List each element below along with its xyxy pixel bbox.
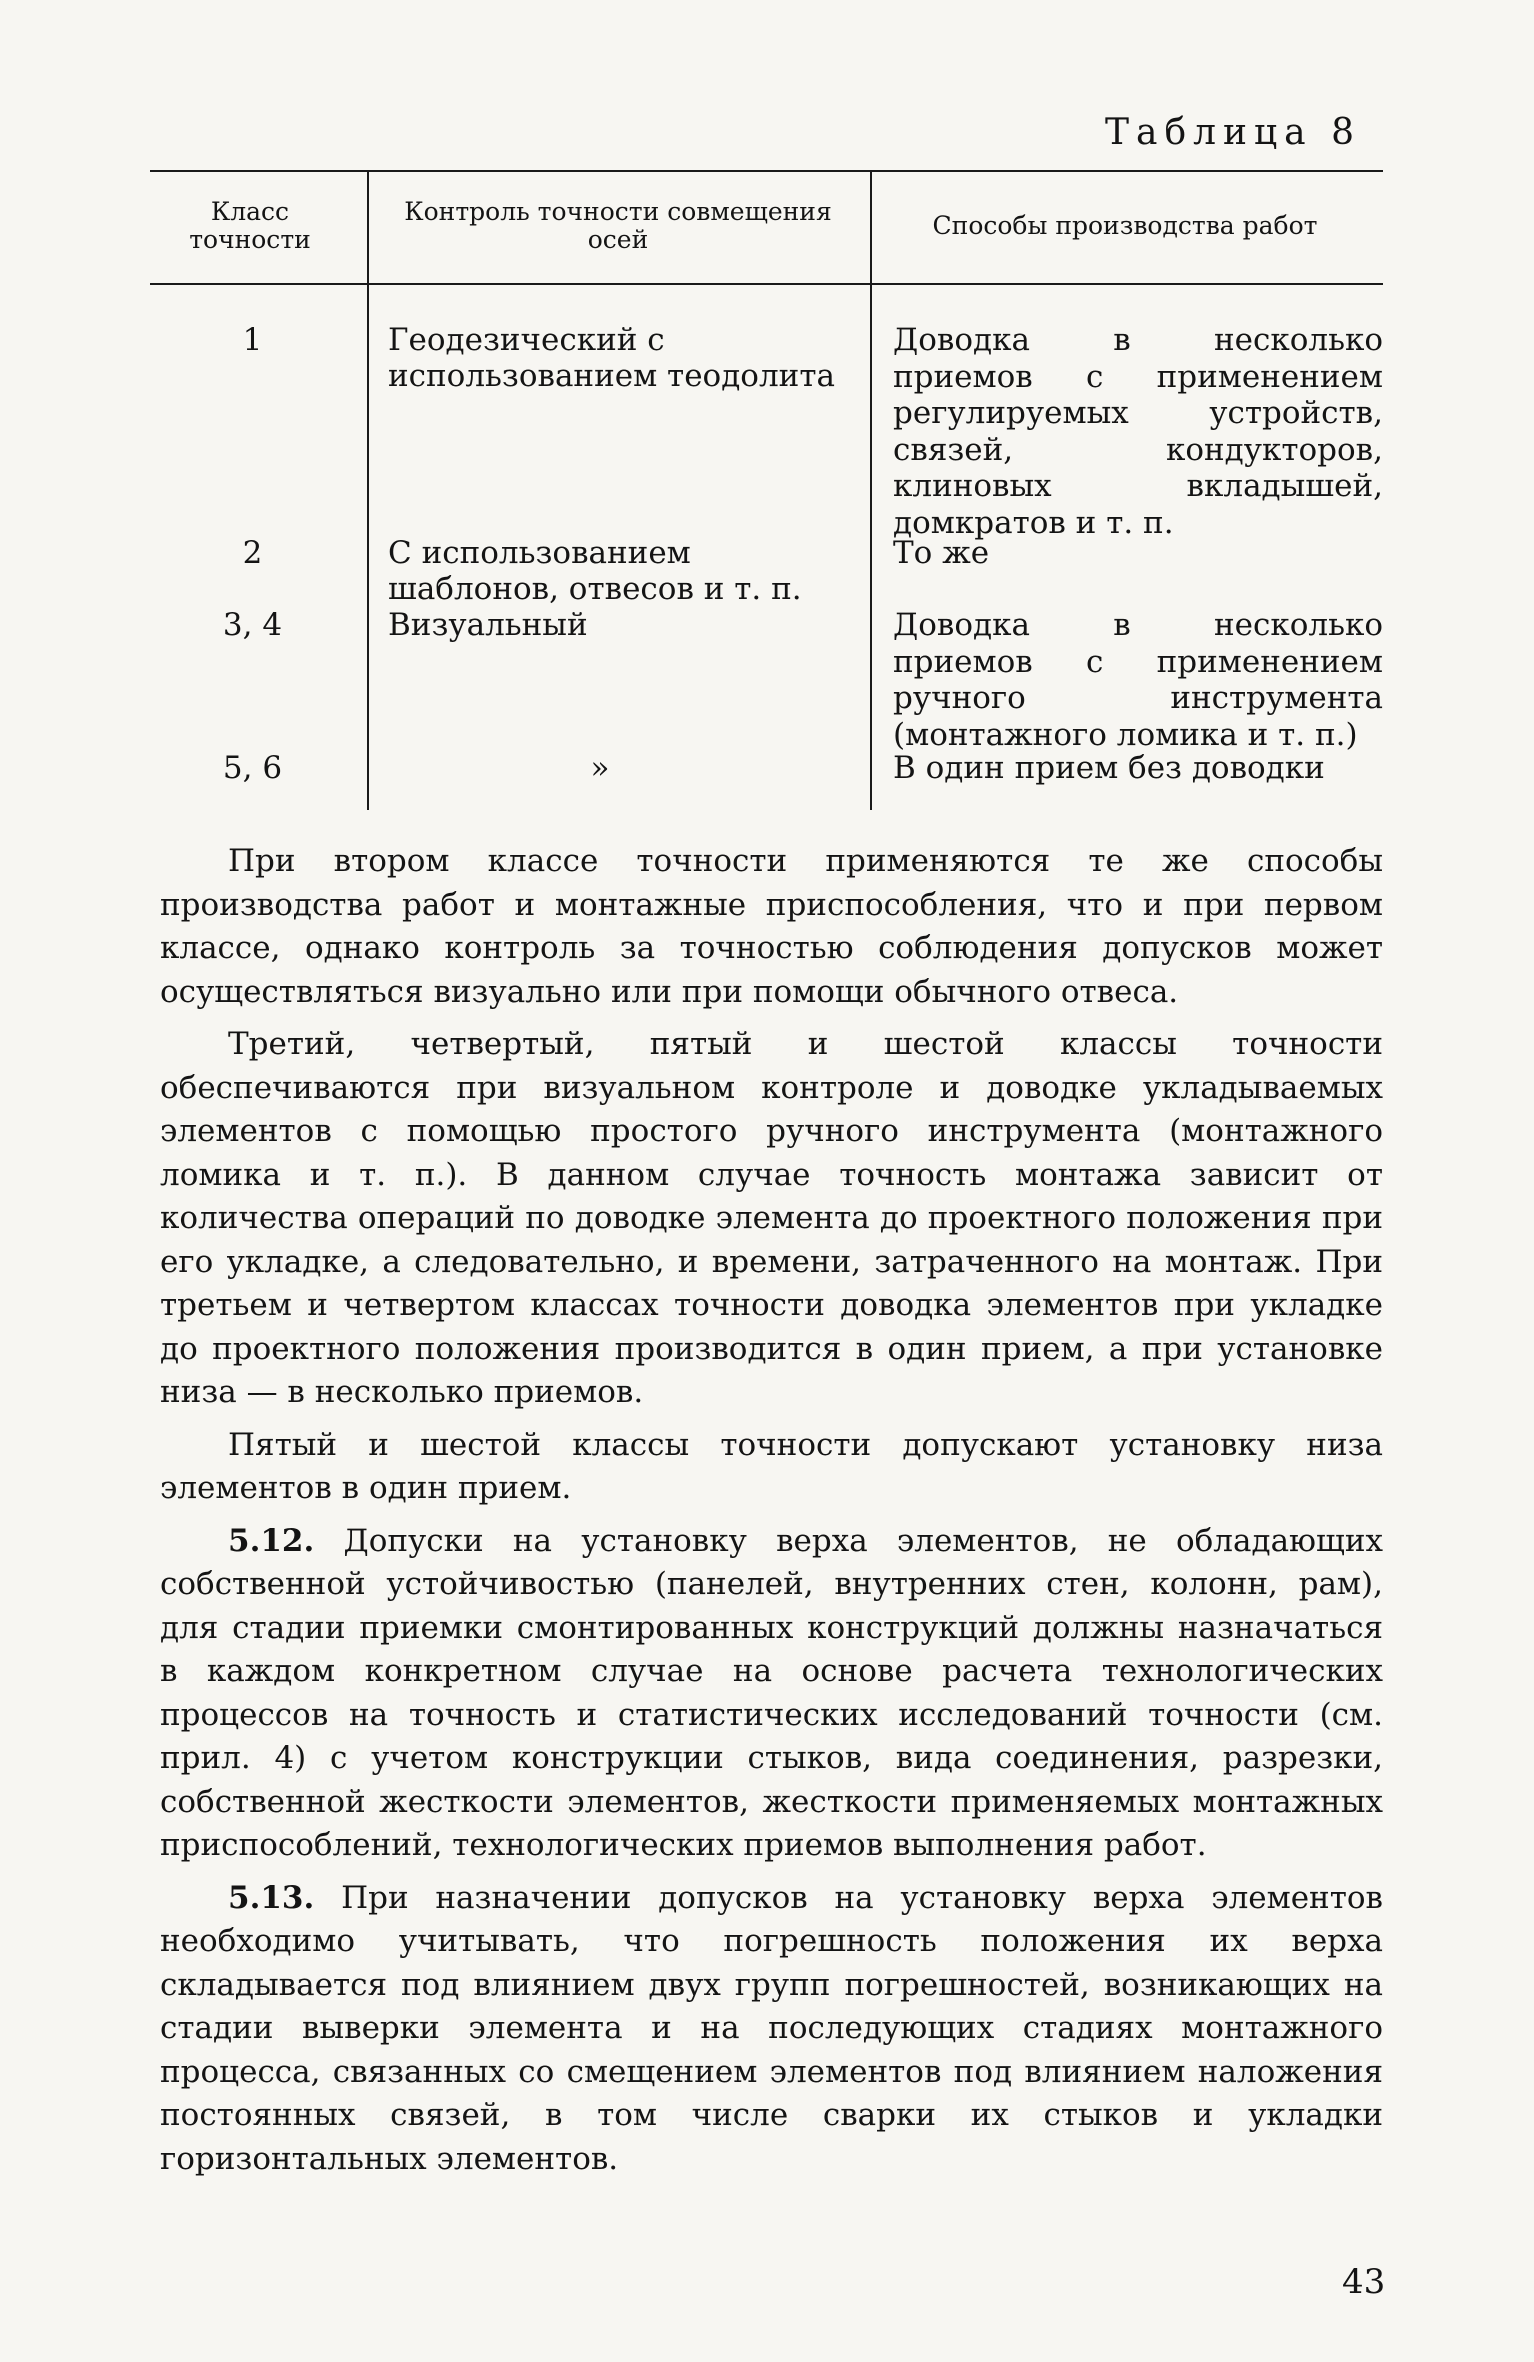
header-control: Контроль точности совмещения осей xyxy=(404,197,832,254)
cell-control: С использованием шаблонов, отвесов и т. п. xyxy=(388,535,802,607)
paragraph-number: 5.13. xyxy=(228,1879,315,1916)
cell-control: Геодезический с использованием теодолита xyxy=(388,322,835,394)
paragraph: При втором классе точности применяются те же способы производства работ и монтажные приспособления, что и при первом классе, однако контроль за точностью соблюдения допусков может осуществляться визуально или при помощи обычного отвеса. xyxy=(160,843,1383,1010)
paragraph: Пятый и шестой классы точности допускают установку низа элементов в один прием. xyxy=(160,1426,1383,1506)
body-text xyxy=(160,840,1383,2190)
cell-class: 3, 4 xyxy=(222,607,283,643)
cell-control: Визуальный xyxy=(388,607,588,643)
paragraph-text: При назначении допусков на установку верха элементов необходимо учитывать, что погрешность положения их верха складывается под влиянием двух групп погрешностей, возникающих на стадии выверки элемента и на последующих стадиях монтажного процесса, связанных со смещением элементов под влиянием наложения постоянных связей, в том числе сварки их стыков и укладки горизонтальных элементов. xyxy=(160,1879,1383,2177)
cell-class: 5, 6 xyxy=(222,750,283,786)
table-top-rule xyxy=(150,170,1383,172)
paragraph: Третий, четвертый, пятый и шестой классы точности обеспечиваются при визуальном контроле и доводке укладываемых элементов с помощью простого ручного инструмента (монтажного ломика и т. п.). В данном случае точность монтажа зависит от количества операций по доводке элемента до проектного положения при его укладке, а следовательно, и времени, затраченного на монтаж. При третьем и четвертом классах точности доводка элементов при укладке до проектного положения производится в один прием, а при установке низа — в несколько приемов. xyxy=(160,1026,1383,1410)
table-header-rule xyxy=(150,283,1383,285)
cell-control: » xyxy=(590,750,610,786)
table-caption: Таблица 8 xyxy=(1105,112,1361,153)
paragraph-text: Допуски на установку верха элементов, не обладающих собственной устойчивостью (панелей, внутренних стен, колонн, рам), для стадии приемки смонтированных конструкций должны назначаться в каждом конкретном случае на основе расчета технологических процессов на точность и статистических исследований точности (см. прил. 4) с учетом конструкции стыков, вида соединения, разрезки, собственной жесткости элементов, жесткости применяемых монтажных приспособлений, технологических приемов выполнения работ. xyxy=(160,1522,1383,1863)
paragraph-number: 5.12. xyxy=(228,1522,315,1559)
cell-class: 2 xyxy=(242,535,263,571)
header-methods: Способы производства работ xyxy=(932,211,1318,240)
cell-methods: Доводка в несколько приемов с применением ручного инструмента (монтажного ломика и т. п.) xyxy=(893,607,1383,753)
cell-methods: Доводка в несколько приемов с применением регулируемых устройств, связей, кондукторов, клиновых вкладышей, домкратов и т. п. xyxy=(893,322,1383,541)
table-column-divider-2 xyxy=(870,172,872,810)
paragraph xyxy=(160,1877,1383,2182)
paragraph xyxy=(160,1520,1383,1868)
table-column-divider-1 xyxy=(367,172,369,810)
cell-class: 1 xyxy=(242,322,263,358)
cell-methods: То же xyxy=(893,535,990,571)
cell-methods: В один прием без доводки xyxy=(893,750,1325,786)
header-class: Класс точности xyxy=(189,197,311,254)
page-number: 43 xyxy=(1342,2262,1386,2302)
